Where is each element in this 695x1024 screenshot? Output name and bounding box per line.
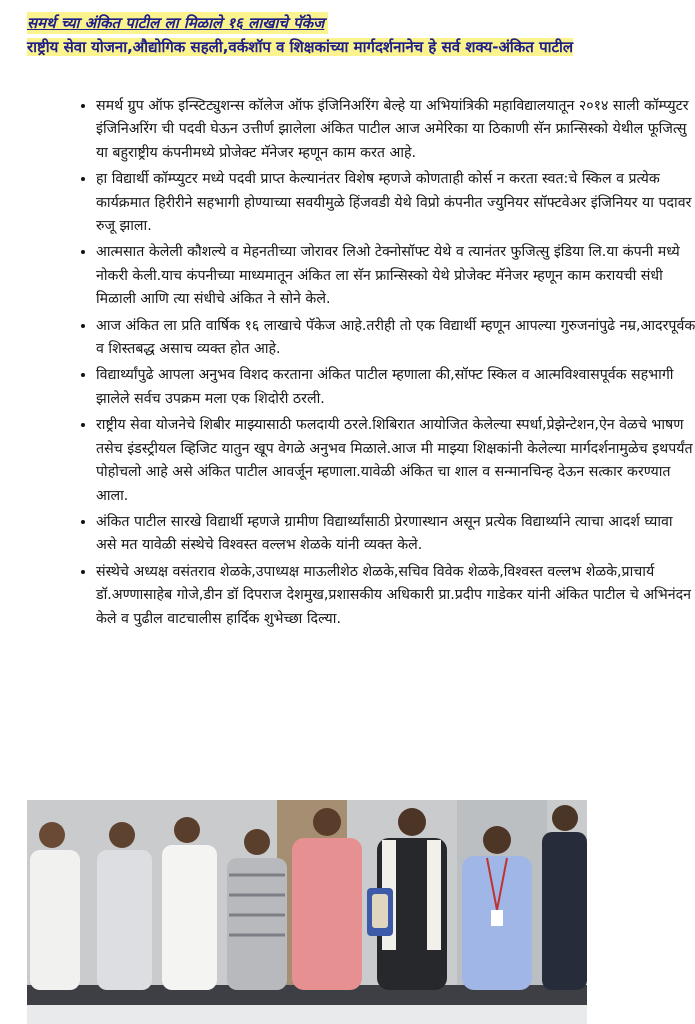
group-photo-illustration (27, 800, 587, 1005)
article-subheadline (27, 36, 682, 58)
article-bullet-list (74, 95, 695, 634)
bullet-point: • अंकित पाटील सारखे विद्यार्थी म्हणजे ग्रामीण विद्यार्थ्यांसाठी प्रेरणास्थान असून प्रत्येक विद्यार्थ्याने त्याचा आदर्श घ्यावा असे मत यावेळी संस्थेचे विश्वस्त वल्लभ शेळके यांनी व्यक्त केले. (96, 511, 695, 558)
bullet-point: • राष्ट्रीय सेवा योजनेचे शिबीर माझ्यासाठी फलदायी ठरले.शिबिरात आयोजित केलेल्या स्पर्धा,प्रेझेन्टेशन,ऐन वेळचे भाषण तसेच इंडस्ट्रीयल व्हिजिट यातुन खूप वेगळे अनुभव मिळाले.आज मी माझ्या शिक्षकांनी केलेल्या मार्गदर्शनामुळेच इथपर्यंत पोहोचलो आहे असे अंकित पाटील आवर्जून म्हणाला.यावेळी अंकित चा शाल व सन्मानचिन्ह देऊन सत्कार करण्यात आला. (96, 414, 695, 508)
bullet-point: • आत्मसात केलेली कौशल्ये व मेहनतीच्या जोरावर लिओ टेक्नोसॉफ्ट येथे व त्यानंतर फुजित्सु इंडिया लि.या कंपनी मध्ये नोकरी केली.याच कंपनीच्या माध्यमातून अंकित ला सॅन फ्रान्सिस्को येथे प्रोजेक्ट मॅनेजर म्हणून काम करायची संधी मिळाली आणि त्या संधीचे अंकित ने सोने केले. (96, 241, 695, 311)
bullet-point: • समर्थ ग्रुप ऑफ इन्स्टिट्युशन्स कॉलेज ऑफ इंजिनिअरिंग बेल्हे या अभियांत्रिकी महाविद्यालयातून २०१४ साली कॉम्प्युटर इंजिनिअरिंग ची पदवी घेऊन उत्तीर्ण झालेला अंकित पाटील आज अमेरिका या ठिकाणी सॅन फ्रान्सिस्को येथील फूजित्सु या बहुराष्ट्रीय कंपनीमध्ये प्रोजेक्ट मॅनेजर म्हणून काम करत आहे. (96, 95, 695, 165)
photo-caption-band (27, 1005, 587, 1024)
article-headline: समर्थ च्या अंकित पाटील ला मिळाले १६ लाखाचे पॅकेज (27, 12, 328, 34)
bullet-point: • संस्थेचे अध्यक्ष वसंतराव शेळके,उपाध्यक्ष माऊलीशेठ शेळके,सचिव विवेक शेळके,विश्वस्त वल्लभ शेळके,प्राचार्य डॉ.अण्णासाहेब गोजे,डीन डॉ दिपराज देशमुख,प्रशासकीय अधिकारी प्रा.प्रदीप गाडेकर यांनी अंकित पाटील चे अभिनंदन केले व पुढील वाटचालीस हार्दिक शुभेच्छा दिल्या. (96, 561, 695, 631)
subheadline-text: राष्ट्रीय सेवा योजना,औद्योगिक सहली,वर्कशॉप व शिक्षकांच्या मार्गदर्शनानेच हे सर्व शक्य-अंकित पाटील (27, 38, 574, 56)
bullet-point: • हा विद्यार्थी कॉम्प्युटर मध्ये पदवी प्राप्त केल्यानंतर विशेष म्हणजे कोणताही कोर्स न करता स्वत:चे स्किल व प्रत्येक कार्यक्रमात हिरीरीने सहभागी होण्याच्या सवयीमुळे हिंजवडी येथे विप्रो कंपनीत ज्युनियर सॉफ्टवेअर इंजिनियर या पदावर रुजू झाला. (96, 168, 695, 238)
bullet-point: • आज अंकित ला प्रति वार्षिक १६ लाखाचे पॅकेज आहे.तरीही तो एक विद्यार्थी म्हणून आपल्या गुरुजनांपुढे नम्र,आदरपूर्वक व शिस्तबद्ध असाच व्यक्त होत आहे. (96, 315, 695, 362)
felicitation-photo (27, 800, 587, 1005)
bullet-point: • विद्यार्थ्यांपुढे आपला अनुभव विशद करताना अंकित पाटील म्हणाला की,सॉफ्ट स्किल व आत्मविश्वासपूर्वक सहभागी झालेले सर्वच उपक्रम मला एक शिदोरी ठरली. (96, 364, 695, 411)
